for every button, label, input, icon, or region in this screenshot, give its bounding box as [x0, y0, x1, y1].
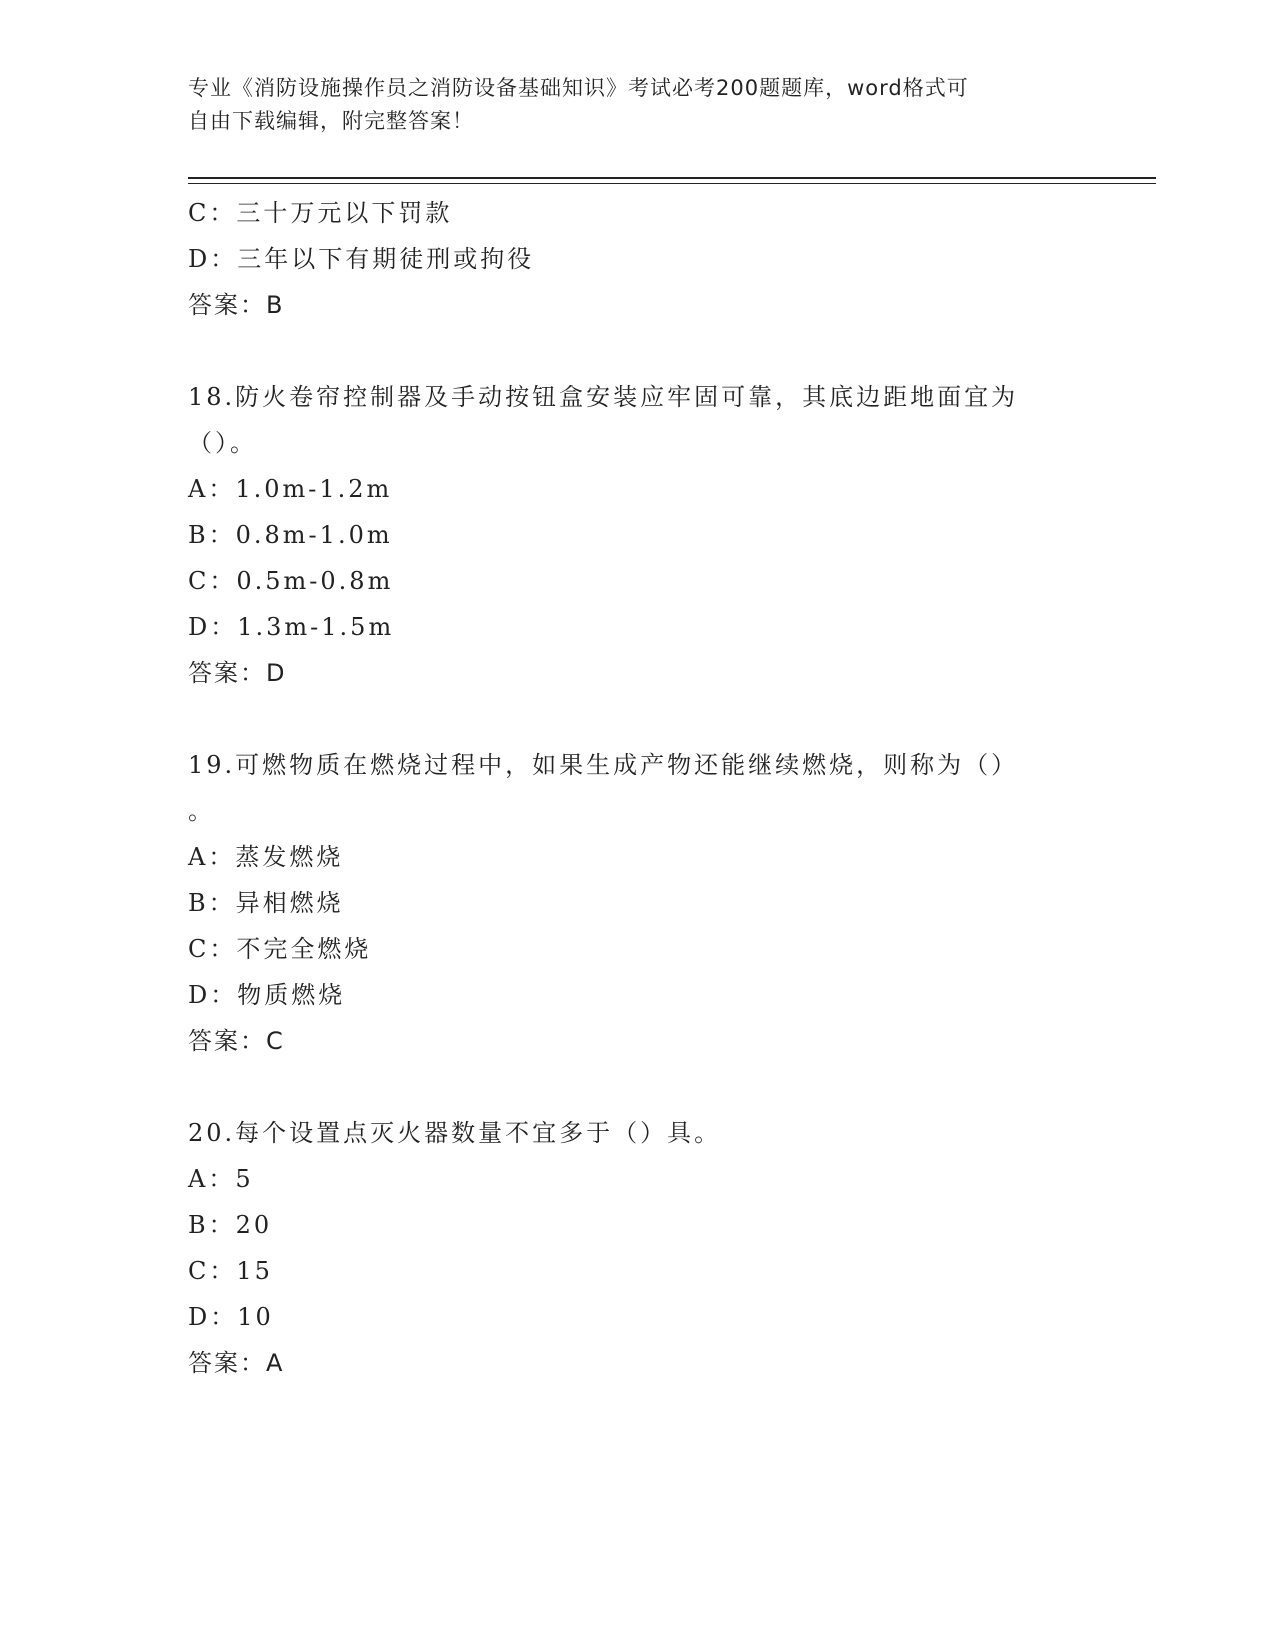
- question-stem: 20.每个设置点灭火器数量不宜多于（）具。: [188, 1119, 722, 1147]
- option-a: A：蒸发燃烧: [188, 843, 344, 871]
- question-block-19: [188, 742, 1088, 1064]
- answer-line: 答案：D: [188, 659, 287, 687]
- question-block-20: [188, 1110, 1088, 1386]
- question-stem-continued: （）。: [188, 429, 257, 457]
- question-list: [188, 190, 1088, 1386]
- option-b: B：20: [188, 1211, 273, 1239]
- spacer: [188, 1064, 1088, 1110]
- option-c: C：0.5m-0.8m: [188, 567, 394, 595]
- document-header: [188, 72, 1068, 138]
- header-title-line-1: 专业《消防设施操作员之消防设备基础知识》考试必考200题题库，word格式可: [188, 76, 969, 100]
- spacer: [188, 328, 1088, 374]
- option-a: A：5: [188, 1165, 254, 1193]
- option-b: B：0.8m-1.0m: [188, 521, 393, 549]
- option-c: C：不完全燃烧: [188, 935, 372, 963]
- answer-line: 答案：C: [188, 1027, 285, 1055]
- answer-line: 答案：A: [188, 1349, 285, 1377]
- question-stem: 18.防火卷帘控制器及手动按钮盒安装应牢固可靠，其底边距地面宜为: [188, 383, 1019, 411]
- option-c: C：15: [188, 1257, 273, 1285]
- header-rule-thin: [188, 183, 1156, 184]
- option-b: B：异相燃烧: [188, 889, 344, 917]
- spacer: [188, 696, 1088, 742]
- option-d: D：物质燃烧: [188, 981, 346, 1009]
- option-a: A：1.0m-1.2m: [188, 475, 393, 503]
- question-block-17: [188, 190, 1088, 328]
- answer-line: 答案：B: [188, 291, 285, 319]
- option-d: D：1.3m-1.5m: [188, 613, 395, 641]
- header-title-line-2: 自由下载编辑，附完整答案！: [188, 109, 474, 133]
- option-c: C：三十万元以下罚款: [188, 199, 453, 227]
- option-d: D：10: [188, 1303, 274, 1331]
- header-rule-thick: [188, 177, 1156, 179]
- question-block-18: [188, 374, 1088, 696]
- question-stem: 19.可燃物质在燃烧过程中，如果生成产物还能继续燃烧，则称为（）: [188, 751, 1019, 779]
- option-d: D：三年以下有期徒刑或拘役: [188, 245, 535, 273]
- question-stem-continued: 。: [188, 797, 215, 825]
